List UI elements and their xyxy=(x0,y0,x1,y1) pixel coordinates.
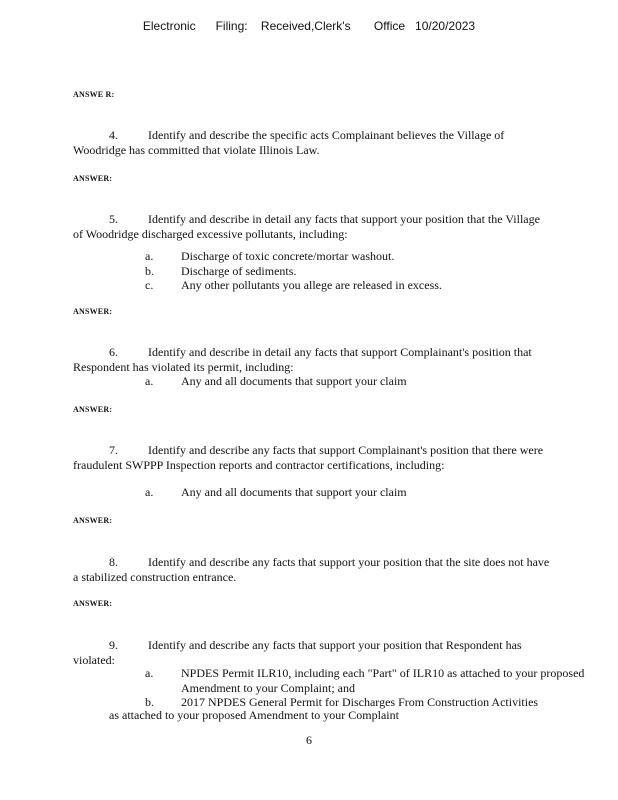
question-number: 8. xyxy=(109,555,118,569)
list-item xyxy=(145,666,585,695)
question-6-subitems xyxy=(145,374,585,389)
filing-header: Electronic Filing: Received,Clerk's Office 10/20/2023 xyxy=(142,19,476,33)
question-text-line: of Woodridge discharged excessive pollutants, including: xyxy=(73,227,348,241)
question-number: 5. xyxy=(109,212,118,226)
question-4 xyxy=(73,128,588,158)
item-text: NPDES Permit ILR10, including each "Part" of ILR10 as attached to your proposed Amendment to your Complaint; and xyxy=(181,666,585,695)
question-text-line: a stabilized construction entrance. xyxy=(73,570,237,584)
question-text-line: Identify and describe any facts that support your position that the site does not have xyxy=(148,555,550,569)
item-letter: a. xyxy=(145,485,154,499)
question-9-subitems xyxy=(145,666,585,710)
list-item xyxy=(145,374,585,389)
item-letter: a. xyxy=(145,249,154,263)
question-5-subitems xyxy=(145,249,585,293)
item-text: Any and all documents that support your claim xyxy=(181,374,407,388)
question-7-subitems xyxy=(145,485,585,500)
question-5 xyxy=(73,212,588,242)
item-letter: c. xyxy=(145,278,154,292)
answer-label: ANSWER: xyxy=(73,307,113,316)
question-number: 9. xyxy=(109,638,118,652)
page-number: 6 xyxy=(306,733,312,747)
answer-label: ANSWE R: xyxy=(73,90,115,99)
question-text-line: Identify and describe in detail any facts that support your position that the Village xyxy=(148,212,540,226)
item-text: Any other pollutants you allege are released in excess. xyxy=(181,278,442,292)
question-9 xyxy=(73,638,588,668)
question-text-line: Identify and describe in detail any facts that support Complainant's position that xyxy=(148,345,532,359)
item-letter: b. xyxy=(145,695,154,709)
list-item xyxy=(145,264,585,279)
list-item xyxy=(145,485,585,500)
question-number: 7. xyxy=(109,443,118,457)
question-text-line: Identify and describe any facts that support your position that Respondent has xyxy=(148,638,522,652)
question-text-line: fraudulent SWPPP Inspection reports and contractor certifications, including: xyxy=(73,458,445,472)
question-6 xyxy=(73,345,588,375)
item-letter: b. xyxy=(145,263,154,278)
item-letter: a. xyxy=(145,374,154,388)
question-number: 4. xyxy=(109,128,118,142)
item-text: 2017 NPDES General Permit for Discharges From Construction Activities xyxy=(181,695,539,709)
answer-label: ANSWER: xyxy=(73,174,113,183)
question-text-line: Respondent has violated its permit, including: xyxy=(73,360,294,374)
item-letter: a. xyxy=(145,666,154,680)
question-7 xyxy=(73,443,588,473)
question-text-line: Woodridge has committed that violate Illinois Law. xyxy=(73,143,320,157)
item-text: Discharge of toxic concrete/mortar washout. xyxy=(181,249,395,263)
item-text: Any and all documents that support your claim xyxy=(181,485,407,499)
answer-label: ANSWER: xyxy=(73,599,113,608)
answer-label: ANSWER: xyxy=(73,405,113,414)
answer-label: ANSWER: xyxy=(73,516,113,525)
list-item xyxy=(145,249,585,264)
list-item xyxy=(145,278,585,293)
question-text-line: violated: xyxy=(73,653,115,667)
question-8 xyxy=(73,555,588,585)
question-text-line: Identify and describe any facts that support Complainant's position that there were xyxy=(148,443,544,457)
question-number: 6. xyxy=(109,345,118,359)
item-text: Discharge of sediments. xyxy=(181,263,297,278)
question-text-line: Identify and describe the specific acts Complainant believes the Village of xyxy=(148,128,505,142)
question-9-tail: as attached to your proposed Amendment to your Complaint xyxy=(109,708,399,722)
